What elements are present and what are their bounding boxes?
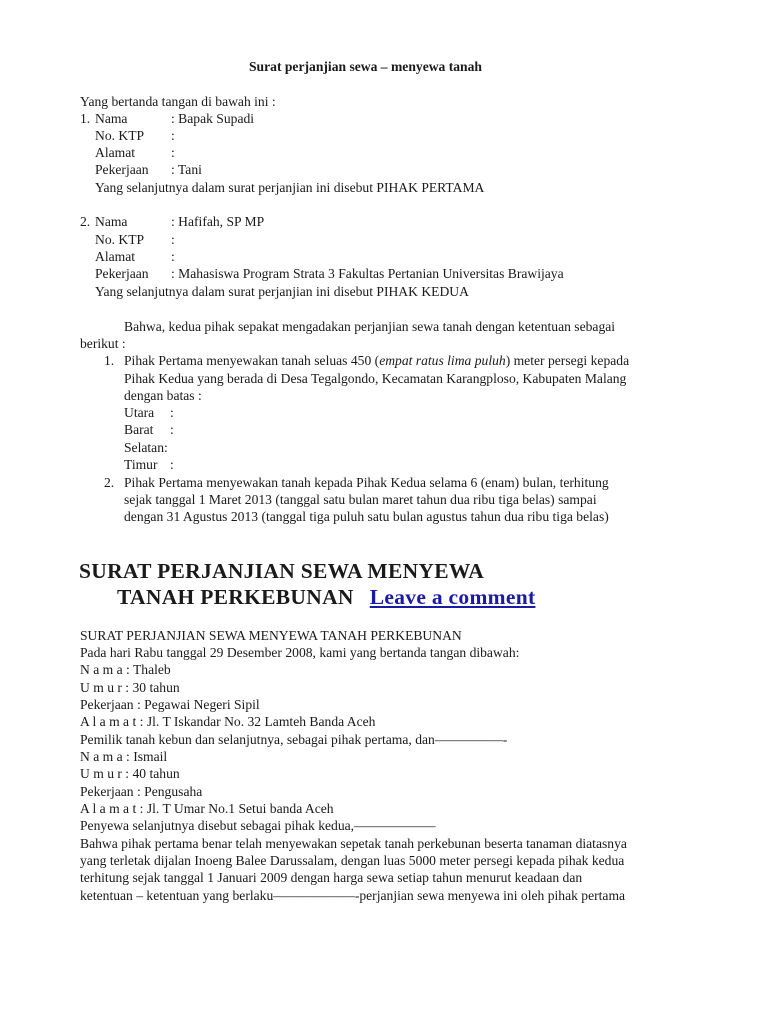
party2-alamat-value: : (171, 249, 175, 264)
article-line-11: Penyewa selanjutnya disebut sebagai pihak kedua,—————— (80, 818, 436, 833)
agreement-intro-line1: Bahwa, kedua pihak sepakat mengadakan perjanjian sewa tanah dengan ketentuan sebagai (124, 319, 616, 334)
party2-alamat-label: Alamat (95, 249, 136, 264)
article-line-10: A l a m a t : Jl. T Umar No.1 Setui banda Aceh (80, 801, 334, 816)
article-heading-text: TANAH PERKEBUNAN (117, 585, 354, 609)
agreement-intro-line2: berikut : (80, 336, 126, 351)
article-line-14: terhitung sejak tanggal 1 Januari 2009 dengan harga sewa setiap tahun menurut keadaan dan (80, 870, 583, 885)
party1-pekerjaan-label: Pekerjaan (95, 162, 149, 177)
party2-number: 2. (80, 214, 91, 229)
party2-pekerjaan-value: : Mahasiswa Program Strata 3 Fakultas Pertanian Universitas Brawijaya (171, 266, 564, 281)
party1-alamat-value: : (171, 145, 175, 160)
item1-line2: Pihak Kedua yang berada di Desa Tegalgondo, Kecamatan Karangploso, Kabupaten Malang (124, 371, 627, 386)
article-line-5: A l a m a t : Jl. T Iskandar No. 32 Lamteh Banda Aceh (80, 714, 376, 729)
batas-timur-value: : (170, 457, 174, 472)
party2-ktp-label: No. KTP (95, 232, 145, 247)
batas-timur-label: Timur (124, 457, 158, 472)
article-line-1: Pada hari Rabu tanggal 29 Desember 2008, kami yang bertanda tangan dibawah: (80, 645, 520, 660)
item2-line3: dengan 31 Agustus 2013 (tanggal tiga puluh satu bulan agustus tahun dua ribu tiga belas) (124, 509, 609, 524)
item2-number: 2. (104, 475, 115, 490)
article-line-3: U m u r : 30 tahun (80, 680, 180, 695)
article-line-7: N a m a : Ismail (80, 749, 168, 764)
item1-number: 1. (104, 353, 115, 368)
batas-barat-value: : (170, 422, 174, 437)
party1-pekerjaan-value: : Tani (171, 162, 202, 177)
batas-utara-row (124, 404, 174, 421)
article-line-0: SURAT PERJANJIAN SEWA MENYEWA TANAH PERKEBUNAN (80, 628, 462, 643)
party1-alamat-row (95, 144, 175, 161)
article-line-6: Pemilik tanah kebun dan selanjutnya, sebagai pihak pertama, dan—————- (80, 732, 508, 747)
batas-barat-label: Barat (124, 422, 154, 437)
leave-comment-link[interactable]: Leave a comment (369, 585, 536, 609)
batas-selatan-row (124, 439, 168, 456)
intro-text: Yang bertanda tangan di bawah ini : (80, 94, 276, 109)
party1-nama-label: Nama (95, 111, 128, 126)
batas-selatan-value: : (164, 440, 168, 455)
party1-alamat-label: Alamat (95, 145, 136, 160)
article-heading-line1: SURAT PERJANJIAN SEWA MENYEWA (79, 559, 485, 583)
article-line-4: Pekerjaan : Pegawai Negeri Sipil (80, 697, 260, 712)
party2-pekerjaan-row (95, 265, 564, 282)
item2-line1: Pihak Pertama menyewakan tanah kepada Pihak Kedua selama 6 (enam) bulan, terhitung (124, 475, 609, 490)
article-line-9: Pekerjaan : Pengusaha (80, 784, 203, 799)
item1-line1-end: ) meter persegi kepada (505, 353, 630, 368)
party2-ktp-value: : (171, 232, 175, 247)
batas-barat-row (124, 421, 174, 438)
item1-line1-start: Pihak Pertama menyewakan tanah seluas 450 ( (124, 353, 380, 368)
item1-line1-italic: empat ratus lima puluh (379, 353, 506, 368)
doc-title: Surat perjanjian sewa – menyewa tanah (249, 59, 482, 74)
article-line-15: ketentuan – ketentuan yang berlaku——————-perjanjian sewa menyewa ini oleh pihak pertama (80, 888, 626, 903)
batas-utara-value: : (170, 405, 174, 420)
batas-selatan-label: Selatan (124, 440, 165, 455)
party2-nama-value: : Hafifah, SP MP (171, 214, 265, 229)
party1-pekerjaan-row (95, 161, 202, 178)
item2-line2: sejak tanggal 1 Maret 2013 (tanggal satu bulan maret tahun dua ribu tiga belas) sampai (124, 492, 597, 507)
party2-ktp-row (95, 231, 175, 248)
party2-alamat-row (95, 248, 175, 265)
party2-pekerjaan-label: Pekerjaan (95, 266, 149, 281)
article-line-2: N a m a : Thaleb (80, 662, 171, 677)
party1-ktp-row (95, 127, 175, 144)
item1-line3: dengan batas : (124, 388, 202, 403)
party2-nama-row (80, 213, 264, 230)
item1-line1 (124, 352, 629, 369)
article-heading-line2 (117, 584, 535, 610)
batas-timur-row (124, 456, 174, 473)
article-line-12: Bahwa pihak pertama benar telah menyewakan sepetak tanah perkebunan beserta tanaman diatasnya (80, 836, 627, 851)
article-line-13: yang terletak dijalan Inoeng Balee Darussalam, dengan luas 5000 meter persegi kepada pihak kedua (80, 853, 625, 868)
party1-number: 1. (80, 111, 91, 126)
party1-nama-row (80, 110, 254, 127)
party1-nama-value: : Bapak Supadi (171, 111, 255, 126)
batas-utara-label: Utara (124, 405, 155, 420)
party2-nama-label: Nama (95, 214, 128, 229)
article-line-8: U m u r : 40 tahun (80, 766, 180, 781)
party1-ktp-value: : (171, 128, 175, 143)
party1-ktp-label: No. KTP (95, 128, 145, 143)
party2-closing: Yang selanjutnya dalam surat perjanjian ini disebut PIHAK KEDUA (95, 284, 469, 299)
party1-closing: Yang selanjutnya dalam surat perjanjian ini disebut PIHAK PERTAMA (95, 180, 485, 195)
